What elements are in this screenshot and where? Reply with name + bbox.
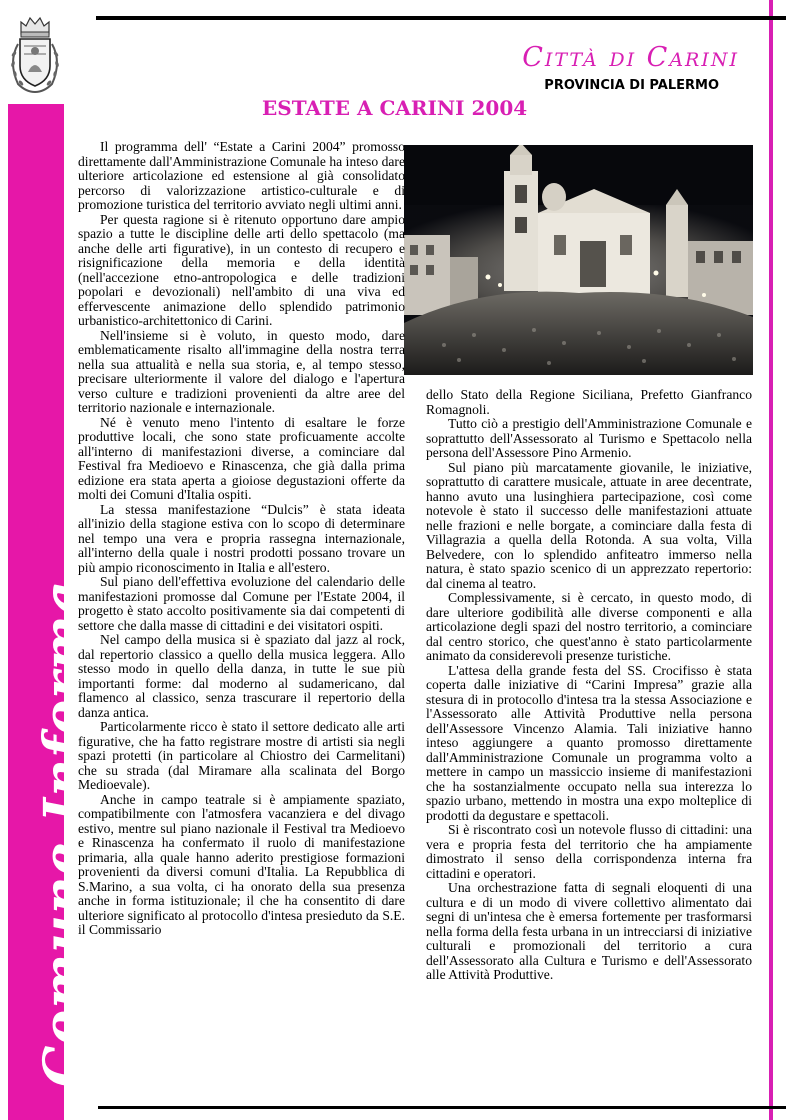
paragraph: L'attesa della grande festa del SS. Crocifisso è stata coperta dalle iniziative di “Carini Impresa” grazie alla stesura di in protocollo d'intesa tra la stessa Associazione e l'Assessorato alle Attività Produttive nella persona dell'Assessore Vincenzo Alamia. Tali iniziative hanno inteso aggiungere a quanto promosso direttamente dall'Amministrazione Comunale un programma volto a mettere in campo un massiccio insieme di manifestazioni che ha sostanzialmente occupato nella sua interezza lo spazio urbano, mettendo in mostra una expo molteplice di prodotti da degustare e spettacoli. bbox=[426, 662, 752, 823]
article-headline: ESTATE A CARINI 2004 bbox=[262, 96, 528, 120]
paragraph: Nel campo della musica si è spaziato dal jazz al rock, dal repertorio classico a quello della musica leggera. Allo stesso modo in quello della danza, in tutte le sue più importanti forme: dal moderno al sudamericano, dal flamenco al classico, senza trascurare il repertorio della danza antica. bbox=[78, 632, 405, 720]
paragraph: Complessivamente, si è cercato, in questo modo, di dare ulteriore godibilità alle diverse componenti e alla articolazione degli spazi del nostro territorio, a cominciare dal centro storico, che quest'anno è stato particolarmente animato da considerevoli presenze turistiche. bbox=[426, 590, 752, 663]
paragraph: Sul piano più marcatamente giovanile, le iniziative, soprattutto di carattere musicale, attuate in aree decentrate, hanno avuto una lusinghiera partecipazione, così come notevole è stato il successo delle manifestazioni attuate nelle frazioni e nelle borgate, a cominciare dalla festa di Villagrazia a quella della Rotonda. A sua volta, Villa Belvedere, con lo splendido anfiteatro immerso nella natura, è stato spazio scenico di un apprezzato repertorio: dal cinema al teatro. bbox=[426, 459, 752, 591]
right-accent-rule bbox=[769, 0, 773, 1120]
paragraph: Sul piano dell'effettiva evoluzione del calendario delle manifestazioni promosse dal Comune per l'Estate 2004, il progetto è stato accolto positivamente sia dai competenti di settore che dalla masse di cittadini e dei visitatori ospiti. bbox=[78, 574, 405, 633]
paragraph: Si è riscontrato così un notevole flusso di cittadini: una vera e propria festa del territorio che ha ampiamente dimostrato il senso della corrispondenza interna fra cittadini e operatori. bbox=[426, 822, 752, 881]
paragraph: Particolarmente ricco è stato il settore dedicato alle arti figurative, che ha fatto registrare mostre di artisti sia negli spazi protetti (in particolare al Chiostro dei Carmelitani) che su strada (dal Miramare alla scalinata del Borgo Medioevale). bbox=[78, 719, 405, 792]
paragraph-continuation: dello Stato della Regione Siciliana, Prefetto Gianfranco Romagnoli. bbox=[426, 387, 752, 417]
paragraph: Né è venuto meno l'intento di esaltare le forze produttive locali, che sono state proficuamente accolte all'interno di manifestazioni diverse, a cominciare dal Festival fra Medioevo e Rinascenza, che già dalla prima edizione era stata aperta a gioiose degustazioni offerte da molti dei Comuni d'Italia ospiti. bbox=[78, 414, 405, 502]
paragraph: Il programma dell' “Estate a Carini 2004” promosso direttamente dall'Amministrazione Comunale ha inteso dare ulteriore articolazione ed estensione al già consolidato percorso di valorizzazione artistico-culturale e di promozione turistica del territorio avviato negli ultimi anni. bbox=[78, 139, 405, 212]
night-square-photo bbox=[404, 145, 753, 375]
right-text-column bbox=[426, 388, 752, 983]
sidebar-title: Comune Informa bbox=[33, 579, 94, 1087]
left-text-column bbox=[78, 140, 405, 938]
paragraph: Nell'insieme si è voluto, in questo modo, dare emblematicamente risalto all'immagine della nostra terra nella sua attualità e nella sua storia, e, al tempo stesso, precisare ulteriormente il valore del dialogo e l'apertura verso culture e tradizioni provenienti da altre aree del territorio nazionale e internazionale. bbox=[78, 327, 405, 415]
coat-of-arms-icon bbox=[6, 14, 64, 96]
paragraph: La stessa manifestazione “Dulcis” è stata ideata all'inizio della stagione estiva con lo scopo di determinare nel tempo una vera e propria rassegna internazionale, all'interno della quale i nostri prodotti possano trovare un più ampio riconoscimento in Italia e all'estero. bbox=[78, 501, 405, 575]
top-rule bbox=[96, 16, 786, 20]
bottom-rule bbox=[98, 1106, 786, 1109]
paragraph: Tutto ciò a prestigio dell'Amministrazione Comunale e soprattutto dell'Assessorato al Turismo e Spettacolo nella persona dell'Assessore Pino Armenio. bbox=[426, 416, 752, 460]
paragraph: Una orchestrazione fatta di segnali eloquenti di una cultura e di un modo di vivere collettivo alimentato dai segni di un'intesa che è emersa fortemente per trasformarsi nella forma della festa urbana in un intrecciarsi di iniziative culturali e promozionali del territorio a cura dell'Assessorato alla Cultura e Turismo e dell'Assessorato alle Attività Produttive. bbox=[426, 880, 752, 982]
paragraph: Per questa ragione si è ritenuto opportuno dare ampio spazio a tutte le discipline delle arti dello spettacolo (ma anche delle arti figurative), in un contesto di recupero e risignificazione della memoria e della identità (nell'accezione etno-antropologica e delle tradizioni popolari e devozionali) nell'ambito di una viva ed effervescente animazione dello splendido patrimonio urbanistico-architettonico di Carini. bbox=[78, 211, 405, 328]
paragraph: Anche in campo teatrale si è ampiamente spaziato, compatibilmente con l'atmosfera vacanziera e del divago estivo, mentre sul piano nazionale il Festival tra Medioevo e Rinascenza ha confermato il ruolo di manifestazione primaria, alla quale hanno aderito prestigiose formazioni provenienti da diversi comuni d'Italia. La Repubblica di S.Marino, a sua volta, ci ha onorato della sua presenza anche in forma istituzionale; il che ha consentito di dare ulteriore significato al protocollo d'intesa presieduto da S.E. il Commissario bbox=[78, 791, 405, 937]
city-name: Città di Carini bbox=[522, 42, 739, 73]
province-label: PROVINCIA DI PALERMO bbox=[544, 78, 719, 93]
